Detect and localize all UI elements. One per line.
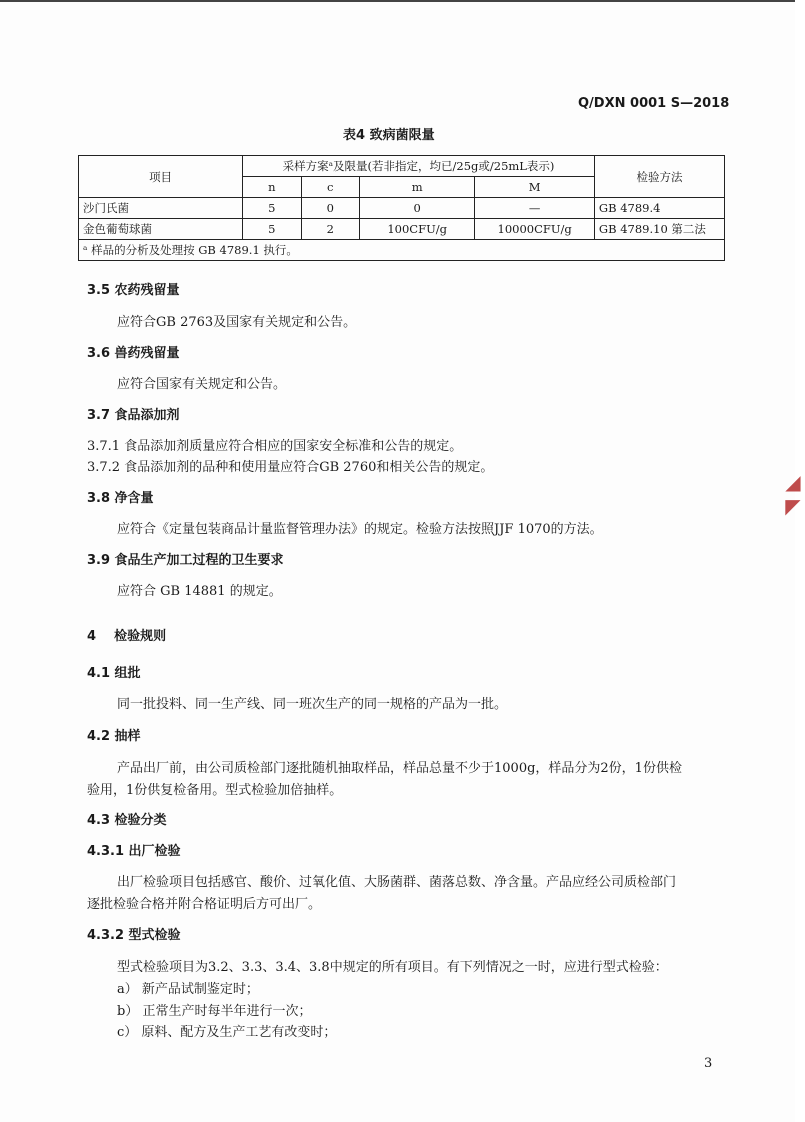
cell-method: GB 4789.10 第二法 xyxy=(594,219,724,240)
header-c: c xyxy=(301,177,359,198)
company-seal-stamp: ◢◤ xyxy=(781,470,805,518)
header-method: 检验方法 xyxy=(594,156,724,198)
para-3-5: 应符合GB 2763及国家有关规定和公告。 xyxy=(117,315,357,330)
list-item-c: c） 原料、配方及生产工艺有改变时； xyxy=(117,1025,337,1040)
doc-code: Q/DXN 0001 S—2018 xyxy=(578,96,730,111)
para-3-7-1: 3.7.1 食品添加剂质量应符合相应的国家安全标准和公告的规定。 xyxy=(87,439,463,454)
cell-item: 沙门氏菌 xyxy=(79,198,243,219)
heading-4: 4 检验规则 xyxy=(87,629,167,644)
heading-3-7: 3.7 食品添加剂 xyxy=(87,408,180,423)
cell-c: 0 xyxy=(301,198,359,219)
para-4-2-line2: 验用，1份供复检备用。型式检验加倍抽样。 xyxy=(87,783,343,798)
header-m: m xyxy=(360,177,475,198)
para-4-2-line1: 产品出厂前，由公司质检部门逐批随机抽取样品，样品总量不少于1000g，样品分为2份，1份供检 xyxy=(117,761,682,776)
para-3-8: 应符合《定量包装商品计量监督管理办法》的规定。检验方法按照JJF 1070的方法。 xyxy=(117,522,603,537)
header-n: n xyxy=(243,177,301,198)
para-3-9: 应符合 GB 14881 的规定。 xyxy=(117,584,282,599)
scan-edge xyxy=(0,0,795,2)
heading-3-5: 3.5 农药残留量 xyxy=(87,283,180,298)
heading-4-1: 4.1 组批 xyxy=(87,666,141,681)
header-sampling: 采样方案ᵃ及限量(若非指定，均已/25g或/25mL表示) xyxy=(243,156,595,177)
header-item: 项目 xyxy=(79,156,243,198)
cell-M: 10000CFU/g xyxy=(475,219,595,240)
heading-4-3-1: 4.3.1 出厂检验 xyxy=(87,844,181,859)
cell-method: GB 4789.4 xyxy=(594,198,724,219)
list-item-b: b） 正常生产时每半年进行一次； xyxy=(117,1004,312,1019)
cell-m: 0 xyxy=(360,198,475,219)
table-note-row xyxy=(79,240,725,261)
para-4-1: 同一批投料、同一生产线、同一班次生产的同一规格的产品为一批。 xyxy=(117,697,508,712)
para-4-3-2: 型式检验项目为3.2、3.3、3.4、3.8中规定的所有项目。有下列情况之一时，应进行型式检验： xyxy=(117,960,668,975)
table-header-row xyxy=(79,156,725,177)
heading-3-9: 3.9 食品生产加工过程的卫生要求 xyxy=(87,553,284,568)
para-3-7-2: 3.7.2 食品添加剂的品种和使用量应符合GB 2760和相关公告的规定。 xyxy=(87,460,494,475)
table-row xyxy=(79,198,725,219)
para-4-3-1-line2: 逐批检验合格并附合格证明后方可出厂。 xyxy=(87,897,322,912)
cell-n: 5 xyxy=(243,198,301,219)
cell-M: — xyxy=(475,198,595,219)
table-note: ᵃ 样品的分析及处理按 GB 4789.1 执行。 xyxy=(79,240,725,261)
cell-c: 2 xyxy=(301,219,359,240)
cell-item: 金色葡萄球菌 xyxy=(79,219,243,240)
para-4-3-1-line1: 出厂检验项目包括感官、酸价、过氧化值、大肠菌群、菌落总数、净含量。产品应经公司质检部门 xyxy=(117,875,677,890)
page-number: 3 xyxy=(704,1056,713,1071)
table-row xyxy=(79,219,725,240)
table-title: 表4 致病菌限量 xyxy=(343,128,435,143)
heading-3-8: 3.8 净含量 xyxy=(87,491,154,506)
heading-4-2: 4.2 抽样 xyxy=(87,729,141,744)
heading-4-3: 4.3 检验分类 xyxy=(87,813,167,828)
pathogen-limit-table xyxy=(78,155,725,261)
heading-3-6: 3.6 兽药残留量 xyxy=(87,346,180,361)
cell-m: 100CFU/g xyxy=(360,219,475,240)
list-item-a: a） 新产品试制鉴定时； xyxy=(117,982,259,997)
cell-n: 5 xyxy=(243,219,301,240)
para-3-6: 应符合国家有关规定和公告。 xyxy=(117,377,287,392)
header-M: M xyxy=(475,177,595,198)
heading-4-3-2: 4.3.2 型式检验 xyxy=(87,928,181,943)
